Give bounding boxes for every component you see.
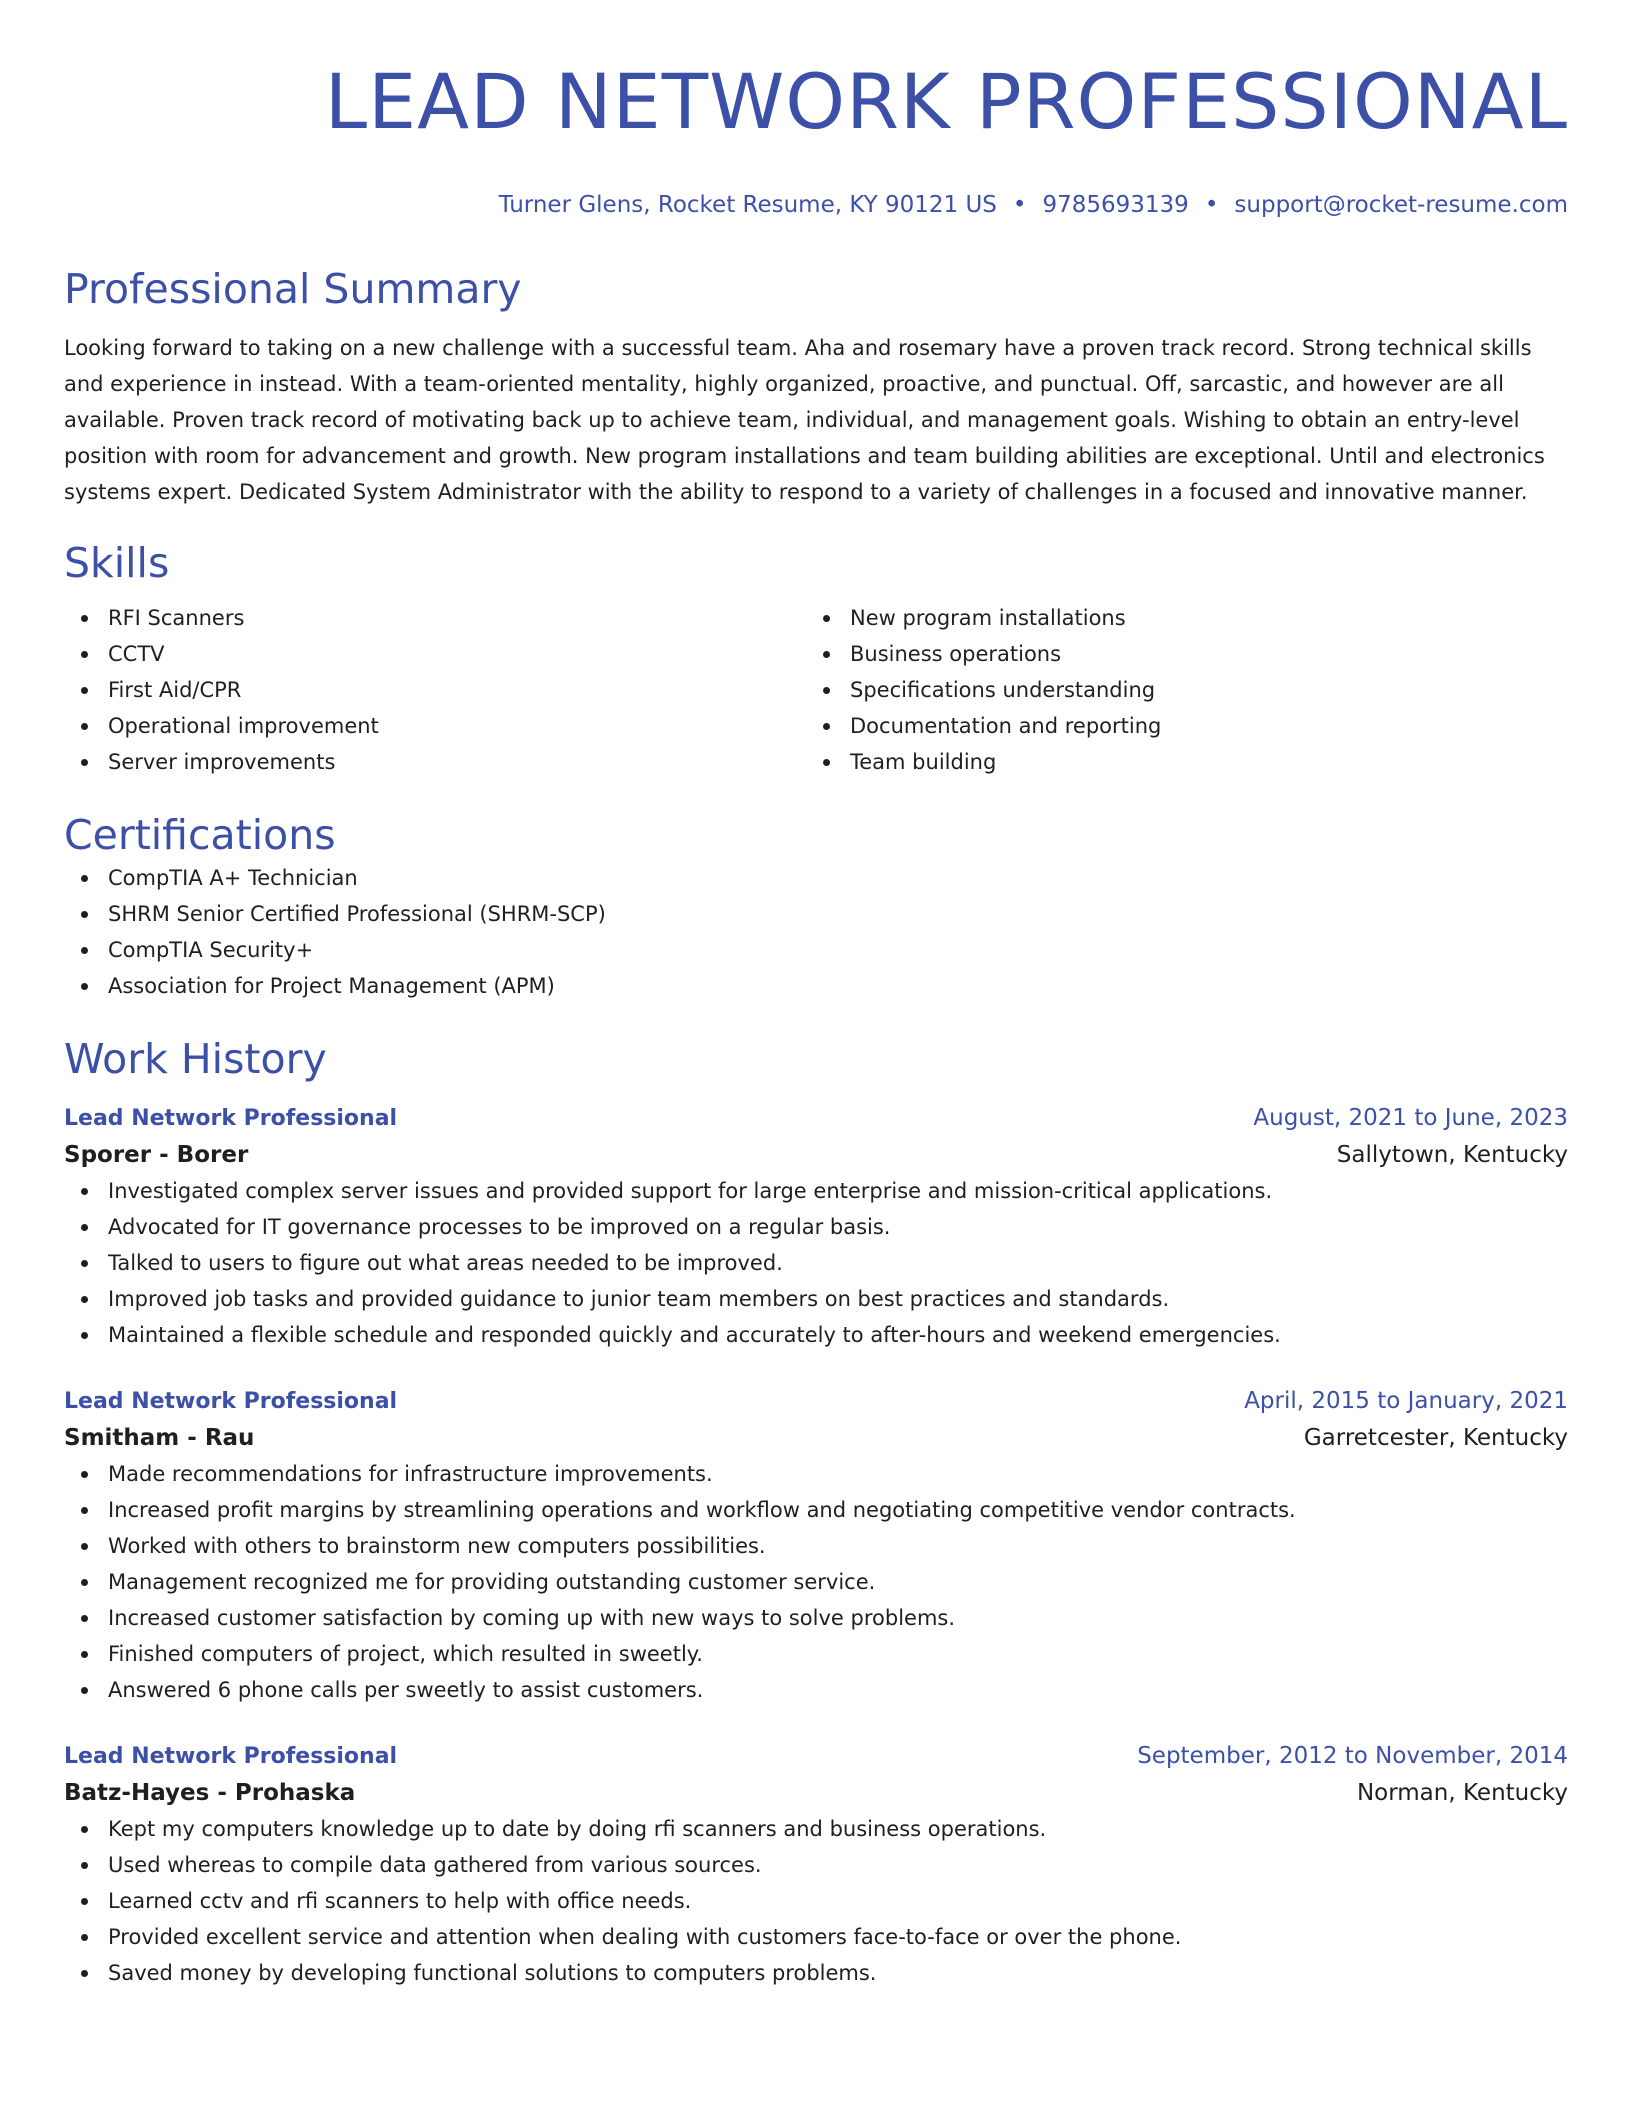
certifications-list (64, 860, 1568, 1004)
contact-phone: 9785693139 (1042, 192, 1189, 218)
certification-item: CompTIA A+ Technician (64, 860, 1568, 896)
contact-email[interactable]: support@rocket-resume.com (1234, 192, 1568, 218)
summary-heading: Professional Summary (64, 265, 522, 313)
resume-header (64, 0, 1568, 220)
job-bullet: Answered 6 phone calls per sweetly to assist customers. (64, 1672, 1568, 1708)
contact-separator: • (1204, 192, 1219, 218)
job-bullet: Worked with others to brainstorm new computers possibilities. (64, 1528, 1568, 1564)
job-bullet: Increased profit margins by streamlining operations and workflow and negotiating competitive vendor contracts. (64, 1492, 1568, 1528)
work-history-heading: Work History (64, 1035, 327, 1083)
job-location: Norman, Kentucky (1356, 1780, 1568, 1806)
skill-item: First Aid/CPR (64, 672, 806, 708)
job-title: Lead Network Professional (64, 1744, 398, 1769)
job-bullets (64, 1456, 1568, 1708)
job-bullet: Maintained a flexible schedule and responded quickly and accurately to after-hours and weekend emergencies. (64, 1317, 1568, 1353)
skills-list-right (806, 600, 1548, 780)
job-bullets (64, 1811, 1568, 1991)
summary-text: Looking forward to taking on a new challenge with a successful team. Aha and rosemary have a proven track record. Strong technical skills and experience in instead. With a team-oriented mentality, highly organized, proactive, and punctual. Off, sarcastic, and however are all available. Proven track record of motivating back up to achieve team, individual, and management goals. Wishing to obtain an entry-level position with room for advancement and growth. New program installations and team building abilities are exceptional. Until and electronics systems expert. Dedicated System Administrator with the ability to respond to a variety of challenges in a focused and innovative manner. (64, 336, 1545, 504)
candidate-name: LEAD NETWORK PROFESSIONAL (324, 57, 1568, 146)
job-dates: April, 2015 to January, 2021 (1244, 1388, 1568, 1414)
job-location: Garretcester, Kentucky (1303, 1425, 1568, 1451)
skill-item: Business operations (806, 636, 1548, 672)
job-header-row (64, 1738, 1568, 1775)
job-bullet: Saved money by developing functional solutions to computers problems. (64, 1955, 1568, 1991)
skill-item: RFI Scanners (64, 600, 806, 636)
job-header-row (64, 1383, 1568, 1420)
job-bullet: Finished computers of project, which resulted in sweetly. (64, 1636, 1568, 1672)
job-bullet: Made recommendations for infrastructure improvements. (64, 1456, 1568, 1492)
job-bullet: Talked to users to figure out what areas needed to be improved. (64, 1245, 1568, 1281)
job-company-row (64, 1775, 1568, 1811)
certification-item: SHRM Senior Certified Professional (SHRM-SCP) (64, 896, 1568, 932)
job-location: Sallytown, Kentucky (1336, 1142, 1568, 1168)
certification-item: Association for Project Management (APM) (64, 968, 1568, 1004)
job-header-row (64, 1100, 1568, 1137)
job-entry (64, 1100, 1568, 1353)
job-company: Smitham - Rau (64, 1425, 255, 1451)
job-bullet: Provided excellent service and attention when dealing with customers face-to-face or over the phone. (64, 1919, 1568, 1955)
contact-address: Turner Glens, Rocket Resume, KY 90121 US (498, 192, 997, 218)
job-bullet: Investigated complex server issues and provided support for large enterprise and mission-critical applications. (64, 1173, 1568, 1209)
skills-heading: Skills (64, 539, 170, 587)
job-bullet: Learned cctv and rfi scanners to help with office needs. (64, 1883, 1568, 1919)
job-company-row (64, 1420, 1568, 1456)
job-entry (64, 1738, 1568, 1991)
certification-item: CompTIA Security+ (64, 932, 1568, 968)
job-bullet: Used whereas to compile data gathered from various sources. (64, 1847, 1568, 1883)
job-dates: September, 2012 to November, 2014 (1137, 1743, 1568, 1769)
skill-item: CCTV (64, 636, 806, 672)
contact-separator: • (1012, 192, 1027, 218)
certifications-heading: Certifications (64, 811, 336, 859)
job-title: Lead Network Professional (64, 1106, 398, 1131)
skill-item: Operational improvement (64, 708, 806, 744)
skill-item: Team building (806, 744, 1548, 780)
job-bullet: Increased customer satisfaction by coming up with new ways to solve problems. (64, 1600, 1568, 1636)
job-company: Batz-Hayes - Prohaska (64, 1780, 356, 1806)
skill-item: Documentation and reporting (806, 708, 1548, 744)
job-company-row (64, 1137, 1568, 1173)
skill-item: Specifications understanding (806, 672, 1548, 708)
job-bullet: Advocated for IT governance processes to be improved on a regular basis. (64, 1209, 1568, 1245)
contact-line (64, 190, 1568, 220)
job-bullet: Improved job tasks and provided guidance to junior team members on best practices and standards. (64, 1281, 1568, 1317)
skills-list-left (64, 600, 806, 780)
job-bullet: Management recognized me for providing outstanding customer service. (64, 1564, 1568, 1600)
job-bullets (64, 1173, 1568, 1353)
skill-item: New program installations (806, 600, 1548, 636)
job-title: Lead Network Professional (64, 1389, 398, 1414)
skills-columns (64, 600, 1568, 780)
job-entry (64, 1383, 1568, 1708)
skill-item: Server improvements (64, 744, 806, 780)
job-bullet: Kept my computers knowledge up to date by doing rfi scanners and business operations. (64, 1811, 1568, 1847)
job-dates: August, 2021 to June, 2023 (1253, 1105, 1568, 1131)
job-company: Sporer - Borer (64, 1142, 249, 1168)
